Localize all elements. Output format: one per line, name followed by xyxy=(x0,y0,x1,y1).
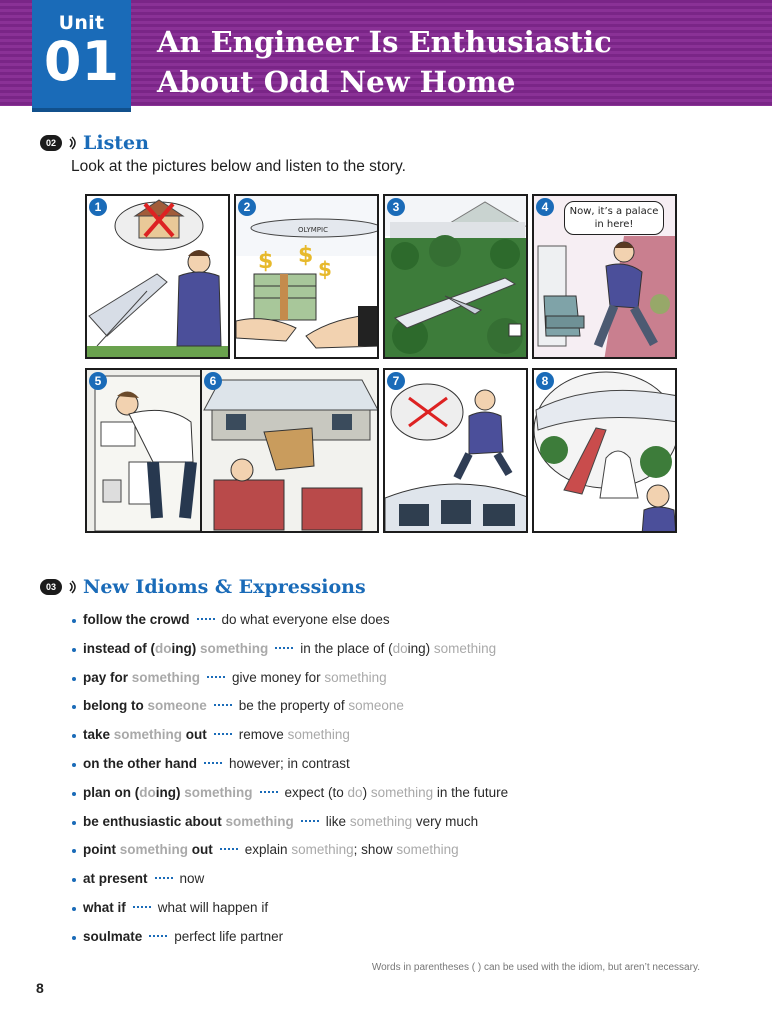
panel-number: 8 xyxy=(536,372,554,390)
panel-illustration-wedding xyxy=(534,370,677,533)
comic-panel-3 xyxy=(383,194,528,359)
term-placeholder: something xyxy=(225,813,294,829)
meaning-placeholder: someone xyxy=(348,698,404,714)
track-number: 02 xyxy=(45,138,56,148)
svg-text:$: $ xyxy=(258,249,274,274)
term-placeholder: something xyxy=(200,640,269,656)
panel-number: 6 xyxy=(204,372,222,390)
speaker-icon xyxy=(69,580,77,594)
page-title-line-1: An Engineer Is Enthusiastic xyxy=(157,25,612,59)
meaning-part: in the place of ( xyxy=(300,640,393,656)
idiom-meaning: perfect life partner xyxy=(174,928,284,944)
dotted-leader xyxy=(301,820,319,822)
listen-title: Listen xyxy=(83,132,149,154)
panel-number: 1 xyxy=(89,198,107,216)
meaning-placeholder: something xyxy=(396,842,459,858)
idiom-item xyxy=(72,783,732,812)
term-part: ing) xyxy=(171,640,201,656)
idiom-item xyxy=(72,668,732,697)
idiom-item xyxy=(72,696,732,725)
idiom-term: soulmate xyxy=(83,928,143,944)
idiom-meaning xyxy=(232,670,387,685)
idiom-meaning xyxy=(239,698,404,713)
idiom-meaning: however; in contrast xyxy=(229,755,350,771)
term-part: point xyxy=(83,842,120,858)
audio-track-badge[interactable] xyxy=(40,135,62,151)
dotted-leader xyxy=(220,848,238,850)
comic-panel-4 xyxy=(532,194,677,359)
panel-illustration-crossed-plane-thought xyxy=(385,370,528,533)
idiom-item xyxy=(72,812,732,841)
svg-text:$: $ xyxy=(298,243,314,268)
idiom-term xyxy=(83,641,268,656)
idiom-item xyxy=(72,927,732,956)
idiom-term xyxy=(83,842,213,857)
term-placeholder: something xyxy=(131,669,201,685)
dotted-leader xyxy=(155,877,173,879)
track-number: 03 xyxy=(45,582,56,592)
panel-illustration-cockpit xyxy=(202,370,379,533)
page-title xyxy=(157,22,717,102)
listen-heading xyxy=(40,132,149,154)
idiom-term: on the other hand xyxy=(83,755,197,771)
speaker-icon xyxy=(69,136,77,150)
meaning-part: remove xyxy=(238,727,288,743)
meaning-placeholder: do xyxy=(347,784,363,800)
term-part: pay for xyxy=(83,669,132,685)
panel-number: 7 xyxy=(387,372,405,390)
meaning-part: be the property of xyxy=(238,698,349,714)
dotted-leader xyxy=(207,676,225,678)
term-placeholder: something xyxy=(113,727,183,743)
comic-panel-1 xyxy=(85,194,230,359)
idiom-meaning: do what everyone else does xyxy=(221,612,390,627)
term-part: plan on ( xyxy=(83,784,140,800)
idiom-item xyxy=(72,725,732,754)
unit-number: 01 xyxy=(43,30,120,93)
panel-illustration-plane-in-forest xyxy=(385,196,528,359)
dotted-leader xyxy=(214,704,232,706)
term-placeholder: something xyxy=(119,842,189,858)
meaning-placeholder: something xyxy=(324,669,387,685)
unit-tab xyxy=(32,0,131,112)
svg-text:$: $ xyxy=(318,257,332,281)
meaning-part: give money for xyxy=(232,669,325,685)
meaning-placeholder: something xyxy=(287,727,350,743)
meaning-placeholder: something xyxy=(370,784,434,800)
idiom-term: what if xyxy=(83,899,126,915)
idiom-item xyxy=(72,639,732,668)
idiom-term xyxy=(83,785,253,800)
comic-panel-8 xyxy=(532,368,677,533)
term-part: take xyxy=(83,727,114,743)
idiom-meaning: what will happen if xyxy=(157,899,269,915)
idiom-term xyxy=(83,814,294,829)
term-part: instead of ( xyxy=(83,640,156,656)
idiom-term xyxy=(83,727,207,742)
panel-illustration-buying-plane xyxy=(236,196,379,359)
meaning-placeholder: something xyxy=(291,842,354,858)
dotted-leader xyxy=(197,618,215,620)
idiom-meaning xyxy=(285,785,509,800)
idiom-meaning xyxy=(245,842,459,857)
meaning-part: very much xyxy=(412,813,479,829)
idiom-term xyxy=(83,670,200,685)
panel-illustration-house-crossed xyxy=(87,196,230,359)
meaning-part: like xyxy=(325,813,350,829)
panel-number: 5 xyxy=(89,372,107,390)
idiom-item xyxy=(72,754,732,783)
meaning-part: explain xyxy=(244,842,292,858)
term-placeholder: someone xyxy=(147,698,207,714)
idiom-item xyxy=(72,610,732,639)
meaning-part: ) xyxy=(362,784,371,800)
footnote: Words in parentheses ( ) can be used with the idiom, but aren’t necessary. xyxy=(371,962,700,973)
idiom-term: at present xyxy=(83,871,148,887)
page-title-line-2: About Odd New Home xyxy=(157,65,516,99)
panel-number: 4 xyxy=(536,198,554,216)
term-part: out xyxy=(182,727,207,743)
svg-text:OLYMPIC: OLYMPIC xyxy=(298,226,328,234)
speech-bubble: Now, it’s a palace in here! xyxy=(564,201,664,235)
meaning-part: expect (to xyxy=(284,784,348,800)
unit-label: Unit xyxy=(58,12,105,34)
comic-panel-7 xyxy=(383,368,528,533)
panel-number: 3 xyxy=(387,198,405,216)
idiom-item xyxy=(72,840,732,869)
panel-number: 2 xyxy=(238,198,256,216)
meaning-part: in the future xyxy=(433,784,509,800)
meaning-placeholder: something xyxy=(349,813,413,829)
idiom-meaning xyxy=(326,814,478,829)
meaning-part: ing) xyxy=(407,640,434,656)
dotted-leader xyxy=(149,935,167,937)
meaning-placeholder: something xyxy=(433,640,497,656)
comic-panel-6 xyxy=(200,368,379,533)
meaning-part: ; show xyxy=(353,842,397,858)
idiom-meaning: now xyxy=(179,871,205,887)
term-placeholder: something xyxy=(184,784,253,800)
idiom-meaning xyxy=(239,727,350,742)
dotted-leader xyxy=(204,762,222,764)
dotted-leader xyxy=(260,791,278,793)
audio-track-badge[interactable] xyxy=(40,579,62,595)
term-placeholder: do xyxy=(139,784,156,800)
idiom-list xyxy=(72,610,732,956)
term-part: ing) xyxy=(155,784,185,800)
idioms-heading xyxy=(40,576,366,598)
listen-instruction: Look at the pictures below and listen to the story. xyxy=(71,158,406,175)
dotted-leader xyxy=(214,733,232,735)
idiom-term xyxy=(83,698,207,713)
term-part: be enthusiastic about xyxy=(83,813,226,829)
idiom-meaning xyxy=(300,641,496,656)
page-number: 8 xyxy=(36,980,44,996)
idiom-item xyxy=(72,869,732,898)
comic-panel-2 xyxy=(234,194,379,359)
idiom-item xyxy=(72,898,732,927)
term-part: out xyxy=(188,842,213,858)
term-part: belong to xyxy=(83,698,148,714)
meaning-placeholder: do xyxy=(392,640,408,656)
idioms-title: New Idioms & Expressions xyxy=(83,576,366,598)
dotted-leader xyxy=(133,906,151,908)
term-placeholder: do xyxy=(155,640,172,656)
dotted-leader xyxy=(275,647,293,649)
idiom-term: follow the crowd xyxy=(83,612,190,627)
